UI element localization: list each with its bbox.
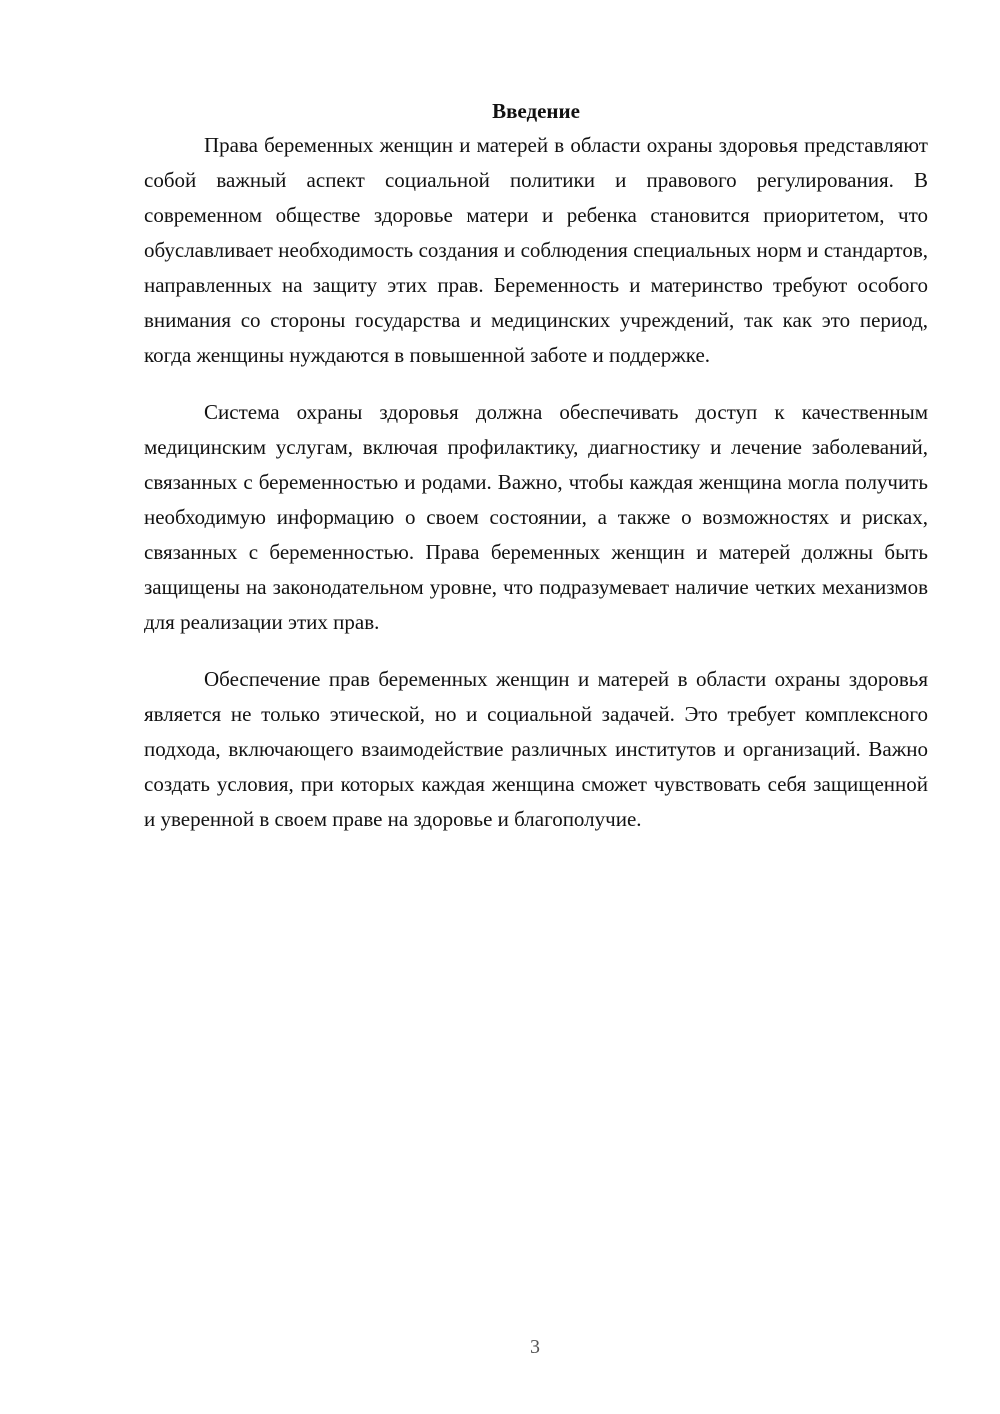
document-page (144, 96, 928, 837)
paragraph-2: Система охраны здоровья должна обеспечивать доступ к качественным медицинским услугам, включая профилактику, диагностику и лечение заболеваний, связанных с беременностью и родами. Важно, чтобы каждая женщина могла получить необходимую информацию о своем состоянии, а также о возможностях и рисках, связанных с беременностью. Права беременных женщин и матерей должны быть защищены на законодательном уровне, что подразумевает наличие четких механизмов для реализации этих прав. (144, 400, 928, 634)
paragraph-3: Обеспечение прав беременных женщин и матерей в области охраны здоровья является не только этической, но и социальной задачей. Это требует комплексного подхода, включающего взаимодействие различных институтов и организаций. Важно создать условия, при которых каждая женщина сможет чувствовать себя защищенной и уверенной в своем праве на здоровье и благополучие. (144, 667, 928, 831)
paragraph-1: Права беременных женщин и матерей в области охраны здоровья представляют собой важный аспект социальной политики и правового регулирования. В современном обществе здоровье матери и ребенка становится приоритетом, что обуславливает необходимость создания и соблюдения специальных норм и стандартов, направленных на защиту этих прав. Беременность и материнство требуют особого внимания со стороны государства и медицинских учреждений, так как это период, когда женщины нуждаются в повышенной заботе и поддержке. (144, 133, 928, 367)
page-number: 3 (530, 1336, 540, 1358)
page-title: Введение (492, 99, 580, 123)
